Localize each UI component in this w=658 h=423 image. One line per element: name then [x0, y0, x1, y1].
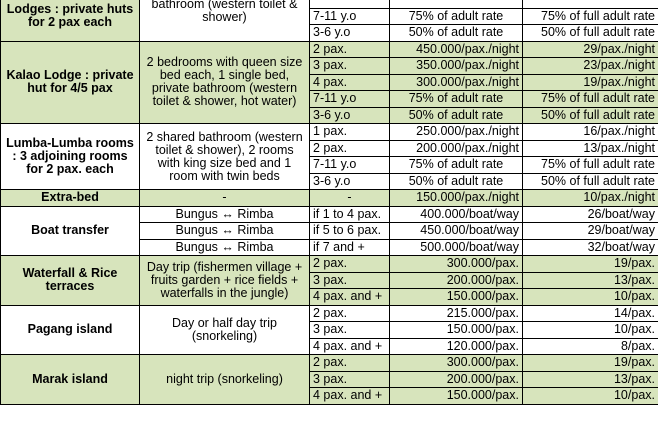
idr-price-cell: 150.000/pax.: [390, 322, 523, 339]
lodges-description: bathroom (western toilet & shower): [140, 0, 310, 41]
idr-price-cell: [390, 0, 523, 8]
idr-price-cell: 215.000/pax.: [390, 305, 523, 322]
waterfall-description: Day trip (fishermen village + fruits garden + rice fields + waterfalls in the jungle): [140, 256, 310, 306]
eur-price-cell: 29/boat/way: [523, 223, 658, 240]
pax-cell: 2 pax.: [310, 256, 390, 273]
pax-cell: 3 pax.: [310, 272, 390, 289]
eur-price-cell: 19/pax.: [523, 256, 658, 273]
eur-price-cell: 10/pax.: [523, 388, 658, 405]
eur-price-cell: 75% of full adult rate: [523, 8, 658, 25]
extrabed-title: Extra-bed: [1, 190, 140, 207]
idr-price-cell: 150.000/pax.: [390, 388, 523, 405]
eur-price-cell: 50% of full adult rate: [523, 107, 658, 124]
eur-price-cell: 75% of full adult rate: [523, 91, 658, 108]
idr-price-cell: 200.000/pax.: [390, 272, 523, 289]
table-row: [1, 256, 658, 273]
route-from: Bungus: [175, 223, 218, 238]
pax-cell: 2 pax.: [310, 355, 390, 372]
pax-cell: 3-6 y.o: [310, 25, 390, 42]
idr-price-cell: 450.000/boat/way: [390, 223, 523, 240]
eur-price-cell: 50% of full adult rate: [523, 25, 658, 42]
idr-price-cell: 75% of adult rate: [390, 8, 523, 25]
pax-cell: if 5 to 6 pax.: [310, 223, 390, 240]
idr-price-cell: 500.000/boat/way: [390, 239, 523, 256]
route-cell: [140, 223, 310, 240]
marak-title: Marak island: [1, 355, 140, 405]
route-from: Bungus: [175, 239, 218, 254]
table-row: [1, 0, 658, 8]
marak-description: night trip (snorkeling): [140, 355, 310, 405]
idr-price-cell: 350.000/pax./night: [390, 58, 523, 75]
eur-price-cell: 23/pax./night: [523, 58, 658, 75]
pax-cell: 3 pax.: [310, 371, 390, 388]
eur-price-cell: 26/boat/way: [523, 206, 658, 223]
pax-cell: 3 pax.: [310, 322, 390, 339]
pax-cell: 4 pax. and +: [310, 289, 390, 306]
idr-price-cell: 400.000/boat/way: [390, 206, 523, 223]
idr-price-cell: 150.000/pax./night: [390, 190, 523, 207]
eur-price-cell: 10/pax.: [523, 289, 658, 306]
route-to: Rimba: [237, 239, 274, 254]
pax-cell: 3 pax.: [310, 58, 390, 75]
waterfall-title: Waterfall & Rice terraces: [1, 256, 140, 306]
eur-price-cell: 16/pax./night: [523, 124, 658, 141]
kalao-description: 2 bedrooms with queen size bed each, 1 single bed, private bathroom (western toilet & shower, hot water): [140, 41, 310, 124]
idr-price-cell: 200.000/pax.: [390, 371, 523, 388]
bidirectional-arrow-icon: ↔: [221, 223, 234, 238]
route-to: Rimba: [237, 206, 274, 221]
lumba-description: 2 shared bathroom (western toilet & shower), 2 rooms with king size bed and 1 room with twin beds: [140, 124, 310, 190]
bidirectional-arrow-icon: ↔: [221, 206, 234, 221]
pax-cell: 4 pax. and +: [310, 338, 390, 355]
route-cell: [140, 239, 310, 256]
idr-price-cell: 250.000/pax./night: [390, 124, 523, 141]
route-from: Bungus: [175, 206, 218, 221]
pax-cell: if 7 and +: [310, 239, 390, 256]
eur-price-cell: 19/pax.: [523, 355, 658, 372]
idr-price-cell: 300.000/pax./night: [390, 74, 523, 91]
idr-price-cell: 50% of adult rate: [390, 107, 523, 124]
idr-price-cell: 300.000/pax.: [390, 355, 523, 372]
eur-price-cell: 75% of full adult rate: [523, 157, 658, 174]
idr-price-cell: 120.000/pax.: [390, 338, 523, 355]
pax-cell: 4 pax. and +: [310, 388, 390, 405]
eur-price-cell: 13/pax.: [523, 371, 658, 388]
table-row: [1, 190, 658, 207]
eur-price-cell: 10/pax./night: [523, 190, 658, 207]
idr-price-cell: 450.000/pax./night: [390, 41, 523, 58]
route-to: Rimba: [237, 223, 274, 238]
pax-cell: 1 pax.: [310, 124, 390, 141]
boat-title: Boat transfer: [1, 206, 140, 256]
pax-cell: 3-6 y.o: [310, 173, 390, 190]
eur-price-cell: 13/pax./night: [523, 140, 658, 157]
table-row: [1, 305, 658, 322]
bidirectional-arrow-icon: ↔: [221, 239, 234, 254]
route-cell: [140, 206, 310, 223]
pax-cell: 2 pax.: [310, 41, 390, 58]
idr-price-cell: 300.000/pax.: [390, 256, 523, 273]
pax-cell: 2 pax.: [310, 140, 390, 157]
pax-cell: 7-11 y.o: [310, 8, 390, 25]
pax-cell: 4 pax.: [310, 74, 390, 91]
eur-price-cell: 29/pax./night: [523, 41, 658, 58]
pax-cell: 7-11 y.o: [310, 157, 390, 174]
eur-price-cell: 32/boat/way: [523, 239, 658, 256]
pax-cell: [310, 0, 390, 8]
eur-price-cell: 14/pax.: [523, 305, 658, 322]
extrabed-description: -: [140, 190, 310, 207]
eur-price-cell: [523, 0, 658, 8]
idr-price-cell: 150.000/pax.: [390, 289, 523, 306]
idr-price-cell: 75% of adult rate: [390, 157, 523, 174]
pax-cell: 3-6 y.o: [310, 107, 390, 124]
table-row: [1, 355, 658, 372]
idr-price-cell: 200.000/pax./night: [390, 140, 523, 157]
pax-cell: 2 pax.: [310, 305, 390, 322]
table-row: [1, 124, 658, 141]
idr-price-cell: 50% of adult rate: [390, 173, 523, 190]
pagang-description: Day or half day trip (snorkeling): [140, 305, 310, 355]
table-row: [1, 41, 658, 58]
eur-price-cell: 13/pax.: [523, 272, 658, 289]
kalao-title: Kalao Lodge : private hut for 4/5 pax: [1, 41, 140, 124]
pax-cell: -: [310, 190, 390, 207]
idr-price-cell: 50% of adult rate: [390, 25, 523, 42]
eur-price-cell: 50% of full adult rate: [523, 173, 658, 190]
lodges-title: Lodges : private huts for 2 pax each: [1, 0, 140, 41]
eur-price-cell: 19/pax./night: [523, 74, 658, 91]
table-row: [1, 206, 658, 223]
pagang-title: Pagang island: [1, 305, 140, 355]
eur-price-cell: 10/pax.: [523, 322, 658, 339]
idr-price-cell: 75% of adult rate: [390, 91, 523, 108]
lumba-title: Lumba-Lumba rooms : 3 adjoining rooms for 2 pax. each: [1, 124, 140, 190]
eur-price-cell: 8/pax.: [523, 338, 658, 355]
pax-cell: if 1 to 4 pax.: [310, 206, 390, 223]
pax-cell: 7-11 y.o: [310, 91, 390, 108]
